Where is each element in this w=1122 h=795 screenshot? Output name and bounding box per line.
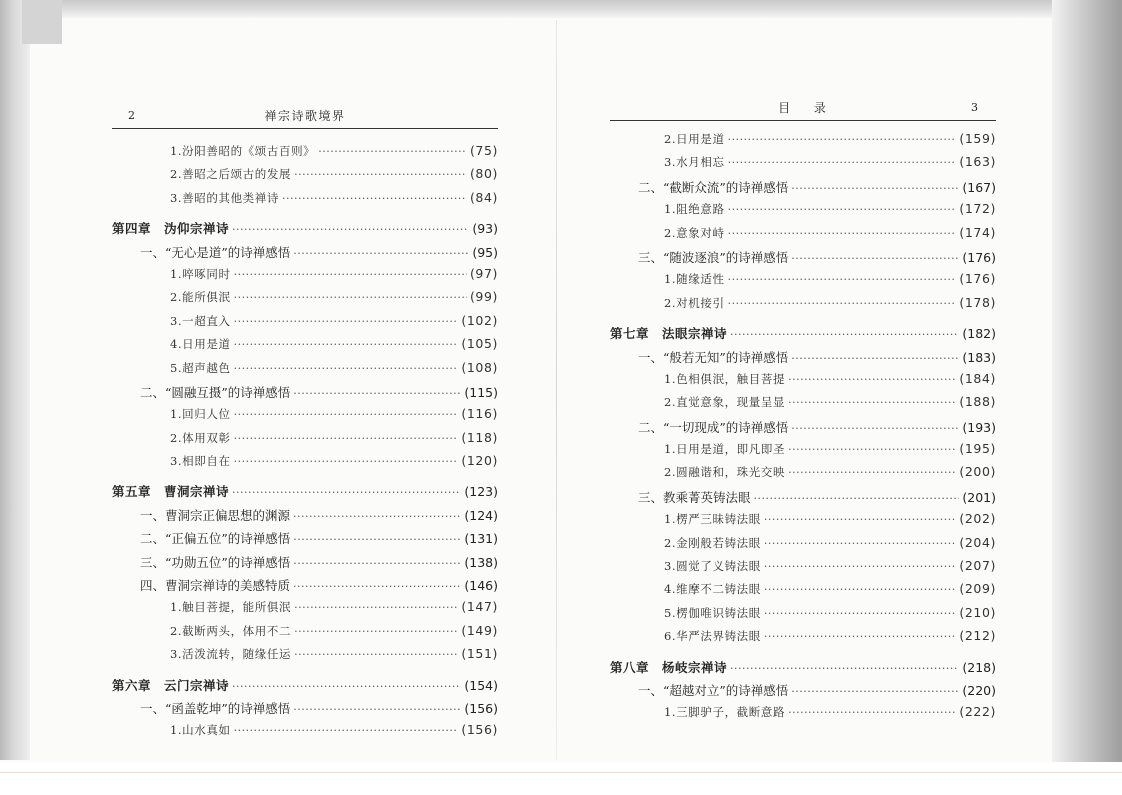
toc-entry-label: 1.汾阳善昭的《颂古百则》 [170,144,316,158]
toc-subsection-entry [112,143,498,166]
toc-entry-label: 3.活泼流转，随缘任运 [170,647,292,662]
toc-section-entry [112,699,498,722]
toc-subsection-entry [610,704,996,727]
dot-leader [282,192,467,205]
dot-leader [293,703,461,716]
toc-entry-page: (188) [959,394,996,410]
toc-entry-page: (195) [959,441,996,457]
scan-top-edge [0,0,1100,18]
toc-entry-label: 1.啐啄同时 [170,266,231,281]
toc-entry-page: (108) [461,359,498,375]
toc-subsection-entry [112,289,498,312]
toc-subsection-entry [610,605,996,628]
toc-entry-page: (131) [464,531,498,547]
dot-leader [791,182,959,195]
toc-entry-label: 一、曹洞宗正偏思想的渊源 [140,507,291,523]
dot-leader [294,625,458,638]
toc-entry-label: 第六章 云门宗禅诗 [112,677,230,693]
toc-entry-page: (151) [461,646,498,662]
toc-section-entry [112,383,498,406]
toc-entry-label: 1.山水真如 [170,723,231,738]
scan-bottom-line [0,772,1122,773]
toc-section-entry [610,178,996,201]
toc-entry-page: (149) [461,622,498,638]
toc-subsection-entry [610,511,996,534]
toc-list [610,131,996,728]
toc-entry-label: 三、“功勋五位”的诗禅感悟 [140,554,291,570]
dot-leader [764,607,957,620]
toc-entry-page: (105) [461,336,498,352]
toc-chapter-entry [112,676,498,699]
toc-entry-page: (124) [464,507,498,523]
right-page [610,96,996,728]
toc-entry-page: (156) [461,722,498,738]
dot-leader [234,432,459,445]
toc-chapter-entry [112,482,498,505]
toc-entry-label: 1.阻绝意路 [664,202,725,217]
toc-entry-label: 2.意象对峙 [664,225,725,240]
dot-leader [754,492,960,505]
toc-entry-label: 2.截断两头，体用不二 [170,623,292,638]
dot-leader [730,328,959,341]
toc-entry-label: 第八章 杨岐宗禅诗 [610,659,728,675]
book-gutter [556,20,557,760]
dot-leader [791,422,959,435]
toc-subsection-entry [112,360,498,383]
toc-entry-page: (193) [962,419,996,435]
toc-section-entry [112,506,498,529]
dot-leader [728,273,957,286]
toc-subsection-entry [610,535,996,558]
dot-leader [788,443,956,456]
dot-leader [234,338,459,351]
toc-entry-page: (154) [464,677,498,693]
toc-section-entry [112,553,498,576]
toc-entry-page: (75) [469,143,498,158]
toc-subsection-entry [610,441,996,464]
toc-entry-page: (176) [962,249,996,265]
toc-entry-label: 1.色相俱泯，触目菩提 [664,371,786,386]
dot-leader [234,408,459,421]
toc-entry-page: (95) [472,244,498,260]
dot-leader [294,601,458,614]
toc-entry-label: 1.日用是道，即凡即圣 [664,442,786,457]
toc-subsection-entry [112,166,498,189]
dot-leader [294,648,458,661]
scan-left-edge [0,0,30,760]
toc-subsection-entry [112,453,498,476]
toc-entry-page: (182) [962,326,996,342]
toc-entry-label: 一、“函盖乾坤”的诗禅感悟 [140,700,291,716]
toc-section-entry [610,348,996,371]
toc-entry-label: 二、“正偏五位”的诗禅感悟 [140,531,291,547]
toc-entry-label: 3.水月相忘 [664,155,725,170]
dot-leader [318,145,467,158]
toc-subsection-entry [112,722,498,745]
toc-entry-label: 5.超声越色 [170,360,231,375]
toc-section-entry [112,243,498,266]
toc-entry-label: 5.楞伽唯识铸法眼 [664,605,761,620]
toc-entry-page: (218) [962,659,996,675]
toc-subsection-entry [112,336,498,359]
toc-entry-label: 2.体用双彰 [170,430,231,445]
toc-entry-page: (207) [959,558,996,574]
toc-subsection-entry [610,371,996,394]
toc-entry-label: 1.三脚驴子，截断意路 [664,705,786,720]
toc-entry-page: (220) [962,682,996,698]
page-number: 3 [971,101,978,114]
toc-entry-page: (209) [959,581,996,597]
dot-leader [232,680,461,693]
toc-entry-label: 四、曹洞宗禅诗的美感特质 [140,578,291,594]
toc-entry-page: (210) [959,604,996,620]
toc-entry-page: (201) [962,489,996,505]
toc-entry-label: 3.善昭的其他类禅诗 [170,190,279,205]
dot-leader [791,252,959,265]
dot-leader [293,580,461,593]
toc-entry-page: (184) [959,370,996,386]
dot-leader [791,685,959,698]
toc-subsection-entry [112,190,498,213]
scan-bottom-margin [0,762,1122,795]
toc-entry-label: 3.圆觉了义铸法眼 [664,559,761,574]
dot-leader [234,724,459,737]
toc-entry-page: (200) [959,464,996,480]
toc-entry-label: 二、“圆融互摄”的诗禅感悟 [140,384,291,400]
toc-subsection-entry [112,406,498,429]
toc-entry-page: (146) [464,578,498,594]
dot-leader [728,156,957,169]
toc-entry-label: 二、“一切现成”的诗禅感悟 [638,419,789,435]
toc-entry-label: 2.圆融谐和，珠光交映 [664,465,786,480]
toc-list [112,143,498,746]
dot-leader [788,373,956,386]
dot-leader [234,362,459,375]
toc-subsection-entry [112,430,498,453]
toc-entry-page: (147) [461,599,498,615]
toc-entry-label: 1.回归人位 [170,407,231,422]
toc-section-entry [112,576,498,599]
toc-entry-page: (204) [959,534,996,550]
toc-entry-page: (176) [959,271,996,287]
dot-leader [293,247,469,260]
toc-section-entry [610,418,996,441]
toc-entry-page: (183) [962,349,996,365]
dot-leader [764,560,957,573]
dot-leader [234,268,467,281]
toc-entry-page: (163) [959,154,996,170]
toc-section-entry [610,248,996,271]
toc-subsection-entry [610,154,996,177]
toc-entry-label: 一、“般若无知”的诗禅感悟 [638,349,789,365]
dot-leader [788,396,956,409]
toc-entry-label: 2.对机接引 [664,295,725,310]
toc-entry-page: (93) [472,221,498,237]
toc-entry-label: 第七章 法眼宗禅诗 [610,326,728,342]
dot-leader [728,297,957,310]
toc-entry-label: 3.相即自在 [170,454,231,469]
toc-entry-label: 第四章 沩仰宗禅诗 [112,221,230,237]
toc-entry-label: 二、“截断众流”的诗禅感悟 [638,179,789,195]
dot-leader [764,513,957,526]
toc-entry-page: (172) [959,201,996,217]
dot-leader [232,223,469,236]
toc-entry-page: (167) [962,179,996,195]
page-header [610,96,996,121]
scan-corner-shadow [22,0,62,44]
dot-leader [234,315,459,328]
dot-leader [232,486,461,499]
toc-subsection-entry [610,225,996,248]
toc-subsection-entry [112,313,498,336]
toc-entry-label: 三、“随波逐浪”的诗禅感悟 [638,249,789,265]
page-header [112,104,498,129]
toc-entry-page: (174) [959,224,996,240]
toc-entry-page: (97) [469,265,498,281]
toc-entry-page: (202) [959,511,996,527]
toc-entry-page: (123) [464,484,498,500]
toc-entry-page: (159) [959,131,996,146]
dot-leader [728,227,957,240]
toc-entry-page: (102) [461,312,498,328]
dot-leader [293,557,461,570]
toc-section-entry [610,681,996,704]
dot-leader [234,455,459,468]
dot-leader [293,387,461,400]
toc-entry-page: (120) [461,453,498,469]
page-number: 2 [128,109,135,122]
toc-entry-label: 第五章 曹洞宗禅诗 [112,484,230,500]
toc-entry-label: 2.直觉意象，现量呈显 [664,395,786,410]
dot-leader [294,168,467,181]
toc-entry-label: 2.善昭之后颂古的发展 [170,167,292,182]
toc-subsection-entry [610,295,996,318]
toc-subsection-entry [610,394,996,417]
toc-chapter-entry [610,324,996,347]
dot-leader [788,466,956,479]
running-title: 目 录 [778,101,836,115]
toc-entry-page: (178) [959,294,996,310]
toc-subsection-entry [112,599,498,622]
dot-leader [234,291,467,304]
toc-entry-page: (116) [461,406,498,422]
toc-entry-label: 三、教乘菁英铸法眼 [638,489,751,505]
dot-leader [791,352,959,365]
toc-entry-page: (84) [469,189,498,205]
scan-right-edge [1052,0,1122,765]
toc-entry-label: 6.华严法界铸法眼 [664,629,761,644]
toc-subsection-entry [112,646,498,669]
toc-entry-label: 3.一超直入 [170,313,231,328]
toc-subsection-entry [112,266,498,289]
toc-entry-page: (115) [464,384,498,400]
left-page [112,104,498,746]
toc-subsection-entry [610,131,996,154]
toc-entry-page: (80) [469,166,498,182]
toc-entry-page: (212) [959,628,996,644]
toc-entry-label: 2.金刚般若铸法眼 [664,535,761,550]
toc-chapter-entry [112,219,498,242]
toc-subsection-entry [610,201,996,224]
toc-entry-label: 2.日用是道 [664,132,725,146]
dot-leader [293,510,461,523]
toc-entry-label: 1.触目菩提，能所俱泯 [170,600,292,615]
toc-entry-label: 一、“无心是道”的诗禅感悟 [140,244,291,260]
toc-entry-label: 4.日用是道 [170,337,231,352]
dot-leader [730,662,959,675]
toc-subsection-entry [610,558,996,581]
toc-entry-label: 1.随缘适性 [664,272,725,287]
toc-subsection-entry [610,271,996,294]
toc-subsection-entry [610,581,996,604]
toc-entry-label: 4.维摩不二铸法眼 [664,582,761,597]
toc-entry-label: 2.能所俱泯 [170,290,231,305]
toc-subsection-entry [610,628,996,651]
toc-entry-page: (118) [461,429,498,445]
dot-leader [764,537,957,550]
toc-entry-label: 一、“超越对立”的诗禅感悟 [638,682,789,698]
dot-leader [764,583,957,596]
toc-entry-label: 1.楞严三昧铸法眼 [664,512,761,527]
toc-entry-page: (222) [959,704,996,720]
dot-leader [764,630,957,643]
dot-leader [728,133,957,146]
toc-chapter-entry [610,658,996,681]
dot-leader [788,706,956,719]
toc-section-entry [112,529,498,552]
toc-section-entry [610,488,996,511]
toc-entry-page: (138) [464,554,498,570]
toc-entry-page: (99) [469,289,498,305]
toc-subsection-entry [610,464,996,487]
running-title: 禅宗诗歌境界 [264,109,346,123]
dot-leader [728,203,957,216]
dot-leader [293,533,461,546]
toc-entry-page: (156) [464,700,498,716]
toc-subsection-entry [112,623,498,646]
